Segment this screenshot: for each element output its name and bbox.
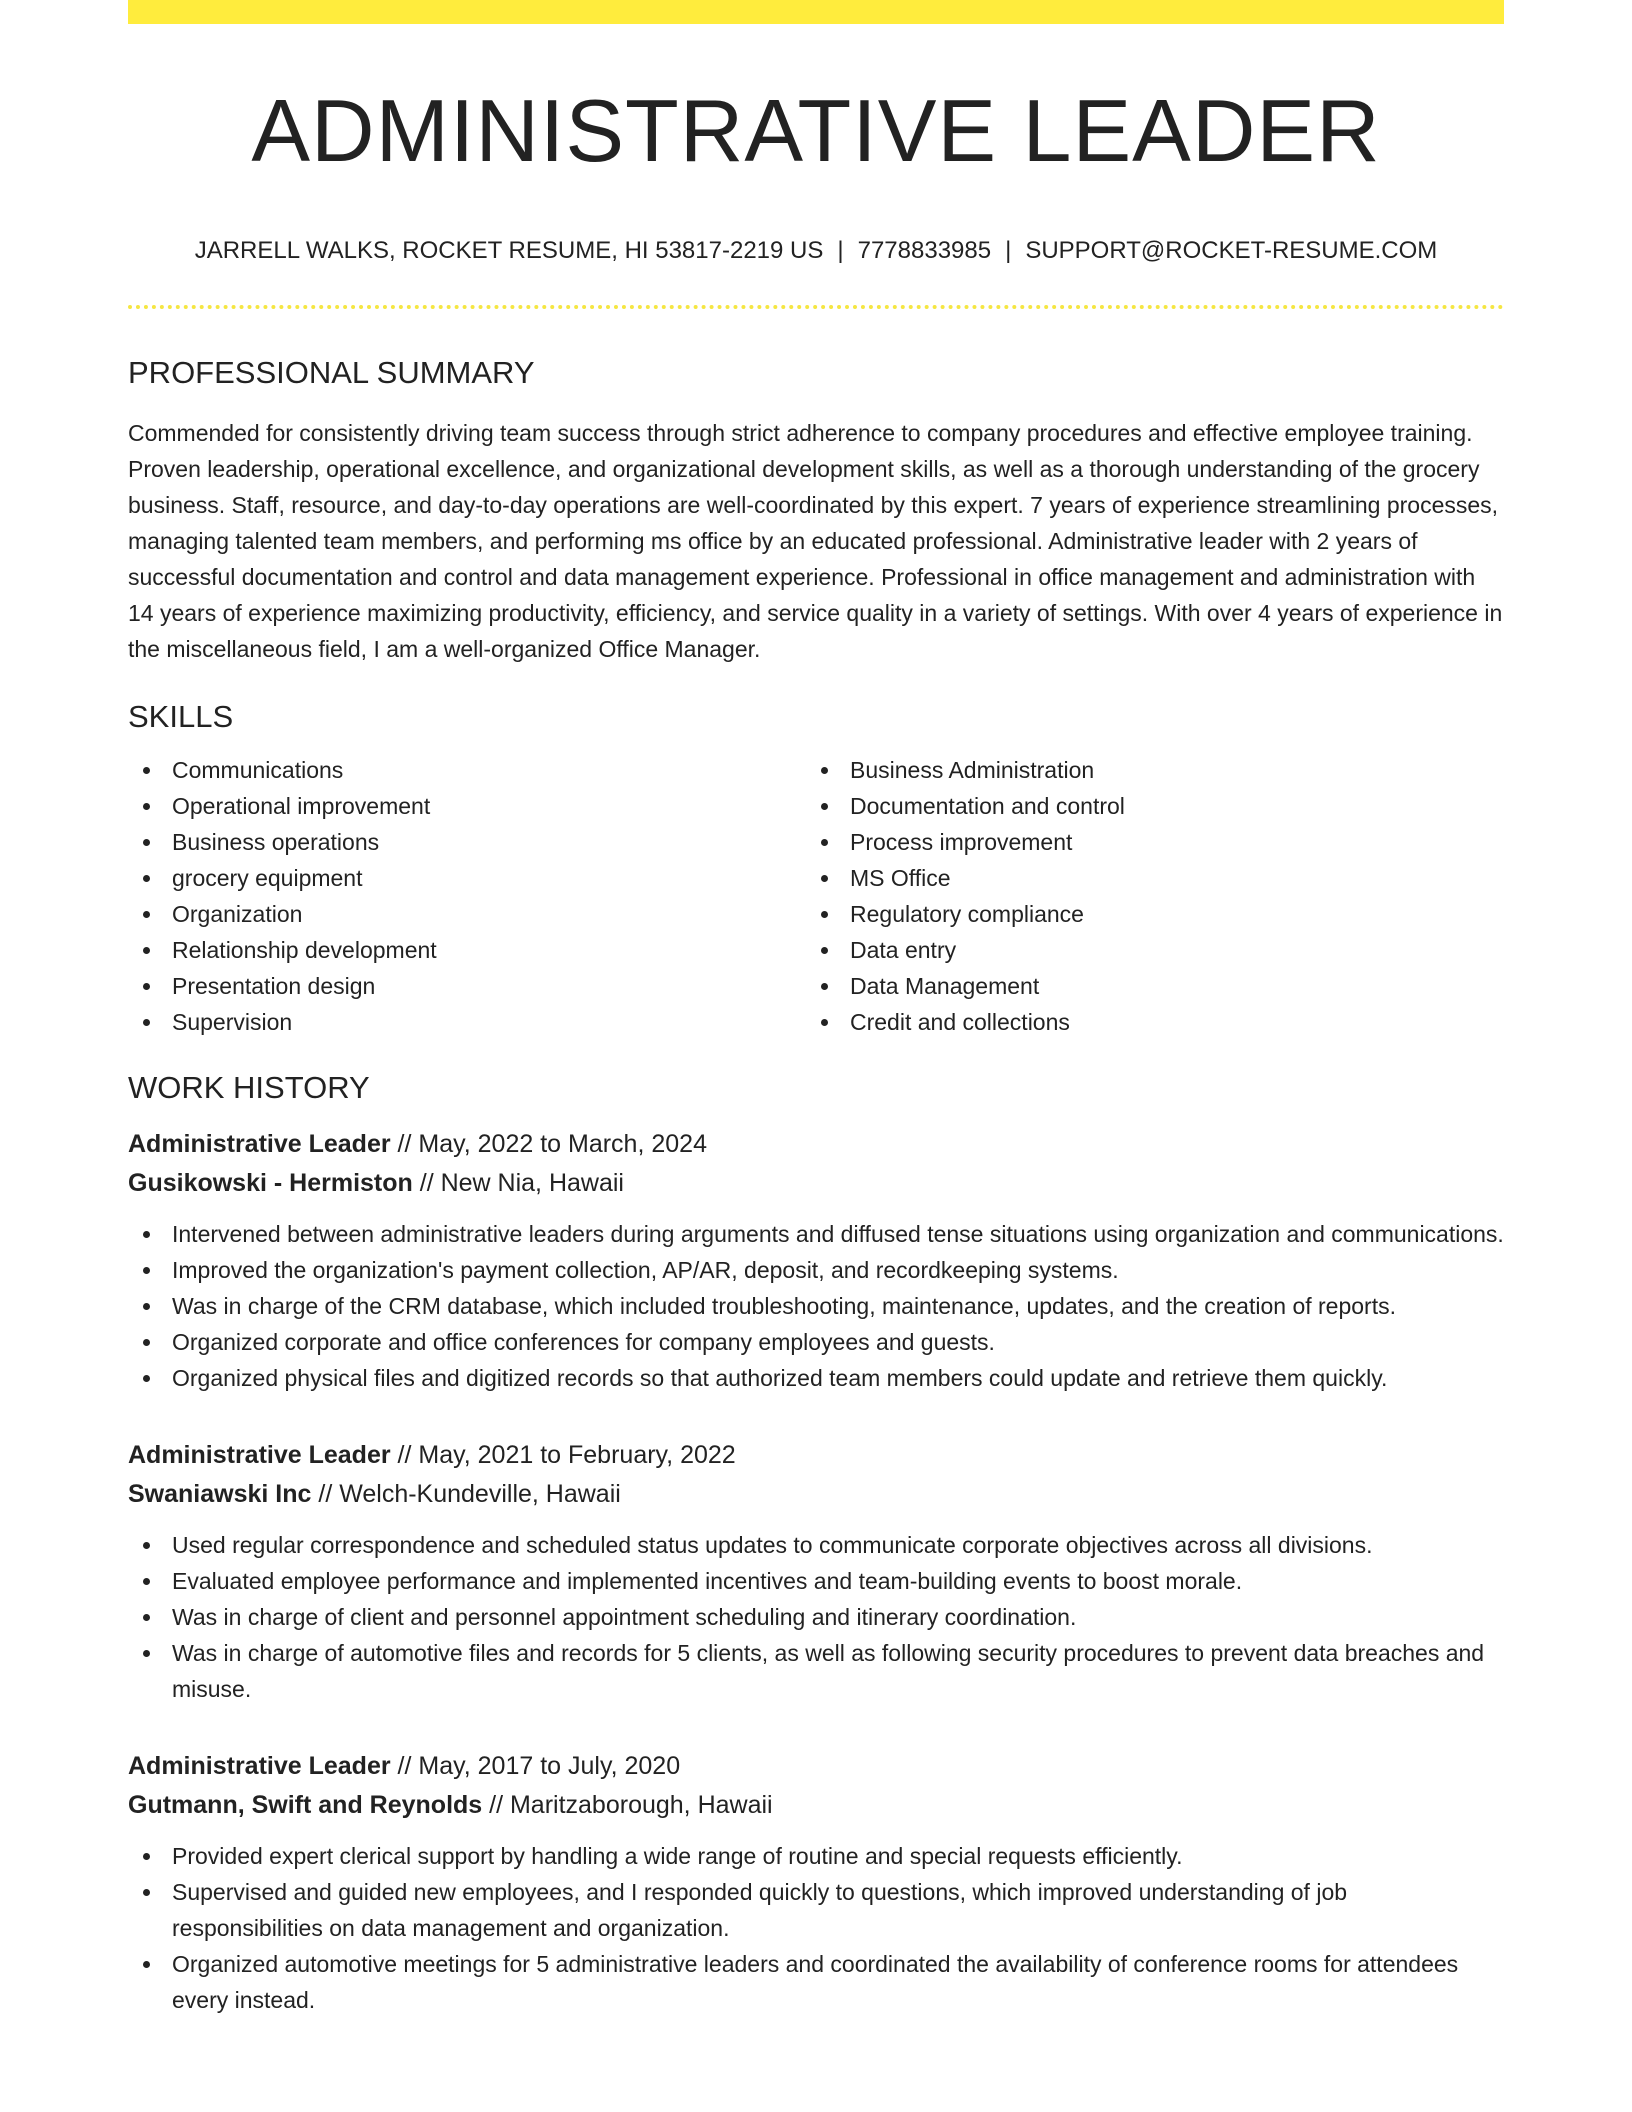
- skill-item: Process improvement: [806, 824, 1484, 860]
- job-entry: [128, 1747, 1504, 2018]
- skill-item: MS Office: [806, 860, 1484, 896]
- job-title: Administrative Leader: [128, 1130, 391, 1158]
- job-bullet: Was in charge of automotive files and records for 5 clients, as well as following security procedures to prevent data breaches and misuse.: [128, 1635, 1504, 1707]
- job-title-line: [128, 1747, 1504, 1786]
- skill-item: Operational improvement: [128, 788, 806, 824]
- skill-item: Data entry: [806, 932, 1484, 968]
- skill-item: Regulatory compliance: [806, 896, 1484, 932]
- job-bullet: Intervened between administrative leaders during arguments and diffused tense situations using organization and communications.: [128, 1216, 1504, 1252]
- job-company: Swaniawski Inc: [128, 1480, 312, 1508]
- job-bullet: Organized automotive meetings for 5 administrative leaders and coordinated the availability of conference rooms for attendees every instead.: [128, 1946, 1504, 2018]
- job-dates: // May, 2022 to March, 2024: [397, 1130, 707, 1158]
- job-bullet: Was in charge of client and personnel appointment scheduling and itinerary coordination.: [128, 1599, 1504, 1635]
- accent-top-bar: [128, 0, 1504, 24]
- job-location: // Welch-Kundeville, Hawaii: [318, 1480, 621, 1508]
- skill-item: Organization: [128, 896, 806, 932]
- contact-line: [128, 239, 1504, 263]
- skill-item: Credit and collections: [806, 1004, 1484, 1040]
- job-entry: [128, 1436, 1504, 1707]
- skill-item: Presentation design: [128, 968, 806, 1004]
- job-bullet: Was in charge of the CRM database, which included troubleshooting, maintenance, updates, and the creation of reports.: [128, 1288, 1504, 1324]
- contact-separator: |: [1005, 237, 1012, 264]
- skill-item: Relationship development: [128, 932, 806, 968]
- job-title: Administrative Leader: [128, 1752, 391, 1780]
- job-location: // Maritzaborough, Hawaii: [489, 1791, 773, 1819]
- contact-phone: 7778833985: [857, 237, 992, 264]
- skills-column-left: [128, 752, 806, 1040]
- job-company: Gusikowski - Hermiston: [128, 1169, 413, 1197]
- skill-item: Business operations: [128, 824, 806, 860]
- job-location: // New Nia, Hawaii: [419, 1169, 624, 1197]
- skill-item: Business Administration: [806, 752, 1484, 788]
- job-company-line: [128, 1475, 1504, 1514]
- job-company-line: [128, 1786, 1504, 1825]
- job-bullet: Evaluated employee performance and implemented incentives and team-building events to boost morale.: [128, 1563, 1504, 1599]
- skills-list: [128, 752, 1504, 1040]
- job-entry: [128, 1125, 1504, 1396]
- skill-item: Supervision: [128, 1004, 806, 1040]
- job-dates: // May, 2021 to February, 2022: [397, 1441, 736, 1469]
- job-bullets: [128, 1216, 1504, 1396]
- skills-column-right: [806, 752, 1484, 1040]
- job-bullet: Used regular correspondence and scheduled status updates to communicate corporate objectives across all divisions.: [128, 1527, 1504, 1563]
- contact-email: SUPPORT@ROCKET-RESUME.COM: [1025, 237, 1438, 264]
- job-bullets: [128, 1527, 1504, 1707]
- job-bullet: Organized corporate and office conferences for company employees and guests.: [128, 1324, 1504, 1360]
- contact-address: JARRELL WALKS, ROCKET RESUME, HI 53817-2219 US: [194, 237, 824, 264]
- skills-heading: SKILLS: [128, 699, 234, 734]
- summary-heading: PROFESSIONAL SUMMARY: [128, 355, 535, 390]
- dotted-divider: [128, 305, 1504, 309]
- job-title-line: [128, 1125, 1504, 1164]
- contact-separator: |: [837, 237, 844, 264]
- summary-text: Commended for consistently driving team success through strict adherence to company procedures and effective employee training. Proven leadership, operational excellence, and organizational development skills, as well as a thorough understanding of the grocery business. Staff, resource, and day-to-day operations are well-coordinated by this expert. 7 years of experience streamlining processes, managing talented team members, and performing ms office by an educated professional. Administrative leader with 2 years of successful documentation and control and data management experience. Professional in office management and administration with 14 years of experience maximizing productivity, efficiency, and service quality in a variety of settings. With over 4 years of experience in the miscellaneous field, I am a well-organized Office Manager.: [128, 420, 1503, 662]
- skill-item: grocery equipment: [128, 860, 806, 896]
- job-bullet: Improved the organization's payment collection, AP/AR, deposit, and recordkeeping systems.: [128, 1252, 1504, 1288]
- job-title: Administrative Leader: [128, 1441, 391, 1469]
- work-history-list: [128, 1125, 1504, 2018]
- job-bullets: [128, 1838, 1504, 2018]
- resume-page: [128, 0, 1504, 2018]
- job-bullet: Supervised and guided new employees, and I responded quickly to questions, which improved understanding of job responsibilities on data management and organization.: [128, 1874, 1504, 1946]
- skill-item: Communications: [128, 752, 806, 788]
- job-bullet: Organized physical files and digitized records so that authorized team members could update and retrieve them quickly.: [128, 1360, 1504, 1396]
- resume-title: ADMINISTRATIVE LEADER: [251, 81, 1381, 180]
- skill-item: Documentation and control: [806, 788, 1484, 824]
- job-dates: // May, 2017 to July, 2020: [397, 1752, 681, 1780]
- job-title-line: [128, 1436, 1504, 1475]
- work-history-heading: WORK HISTORY: [128, 1070, 370, 1105]
- job-company-line: [128, 1164, 1504, 1203]
- skill-item: Data Management: [806, 968, 1484, 1004]
- job-company: Gutmann, Swift and Reynolds: [128, 1791, 483, 1819]
- job-bullet: Provided expert clerical support by handling a wide range of routine and special requests efficiently.: [128, 1838, 1504, 1874]
